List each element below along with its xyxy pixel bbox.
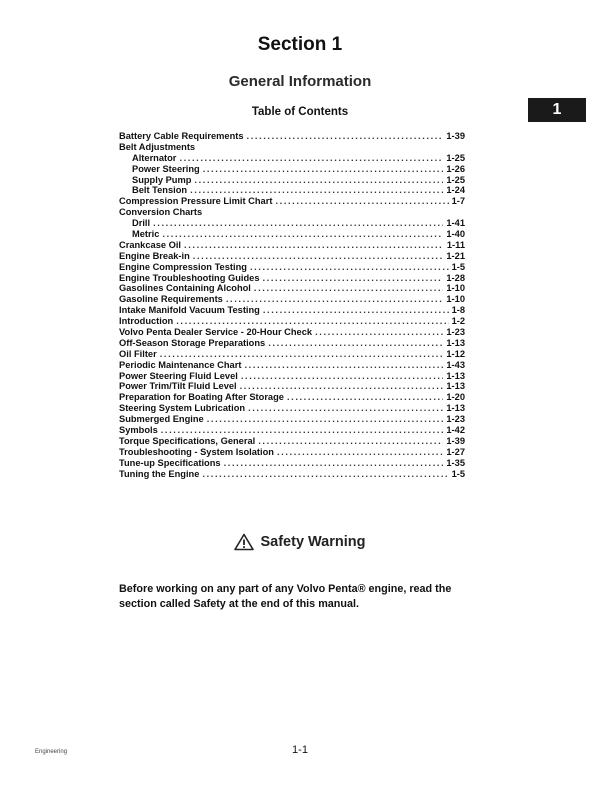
section-title: Section 1 [257,34,343,55]
toc-entry [119,131,465,142]
toc-entry [119,229,465,240]
toc-entry-page: 1-11 [446,239,465,250]
toc-entry-page: 1-25 [446,152,465,163]
toc-entry [119,403,465,414]
toc-entry [119,175,465,186]
toc-entry [119,436,465,447]
toc-entry-page: 1-12 [446,348,465,359]
toc-entry [119,294,465,305]
toc-leader-dots [179,153,443,164]
toc-entry [119,185,465,196]
toc-entry-label: Belt Adjustments [119,141,196,152]
page-number: 1-1 [292,744,308,756]
toc-entry [119,240,465,251]
toc-entry-page: 1-40 [446,229,465,240]
toc-entry-page: 1-10 [446,294,465,305]
toc-entry-page: 1-13 [446,381,465,392]
toc-entry [119,283,465,294]
toc-entry-label: Alternator [132,152,177,163]
toc-entry [119,381,465,392]
safety-warning-text: Before working on any part of any Volvo Penta® engine, read the section called Safety at the end of this manual. [119,583,452,610]
toc-entry-page: 1-28 [446,272,465,283]
toc-entry-label: Introduction [119,316,174,327]
toc-entry-page: 1-13 [446,370,465,381]
toc-entry-page: 1-10 [446,283,465,294]
toc-leader-dots [240,381,444,392]
toc-entry-label: Gasoline Requirements [119,294,223,305]
toc-leader-dots [160,349,444,360]
safety-warning-title: Safety Warning [260,534,366,550]
footer-label: Engineering [35,749,68,755]
toc-leader-dots [207,414,444,425]
toc-entry-label: Engine Compression Testing [119,261,247,272]
toc-entry-label: Metric [132,229,160,240]
toc-leader-dots [277,447,443,458]
toc-entry-label: Conversion Charts [119,207,203,218]
toc-leader-dots [258,436,443,447]
toc-leader-dots [176,316,448,327]
toc-entry-label: Symbols [119,425,158,436]
toc-leader-dots [263,273,444,284]
toc-entry-page: 1-23 [446,327,465,338]
toc-entry-page: 1-26 [446,163,465,174]
table-of-contents [119,131,465,480]
page-subtitle: General Information [228,73,372,90]
toc-entry-page: 1-7 [451,196,465,207]
toc-leader-dots [250,262,449,273]
toc-entry-label: Power Steering Fluid Level [119,370,238,381]
toc-entry [119,196,465,207]
toc-entry-label: Submerged Engine [119,414,204,425]
toc-entry-label: Engine Troubleshooting Guides [119,272,260,283]
toc-entry [119,273,465,284]
toc-leader-dots [162,229,443,240]
toc-entry-label: Battery Cable Requirements [119,131,244,141]
toc-entry [119,414,465,425]
toc-entry-page: 1-43 [446,359,465,370]
toc-entry [119,142,465,153]
toc-entry-label: Steering System Lubrication [119,403,246,414]
toc-entry [119,153,465,164]
toc-leader-dots [190,185,443,196]
section-tab [528,98,586,122]
toc-entry-page: 1-2 [451,316,465,327]
toc-entry-label: Intake Manifold Vacuum Testing [119,305,260,316]
warning-triangle-icon [234,533,254,551]
toc-entry [119,207,465,218]
toc-entry [119,360,465,371]
toc-entry-page: 1-39 [446,131,465,141]
toc-entry [119,469,465,480]
toc-leader-dots [241,371,444,382]
toc-entry-label: Power Trim/Tilt Fluid Level [119,381,237,392]
toc-entry [119,425,465,436]
toc-entry-page: 1-20 [446,392,465,403]
toc-leader-dots [268,338,443,349]
toc-entry [119,327,465,338]
toc-entry [119,349,465,360]
toc-leader-dots [248,403,443,414]
toc-entry-label: Troubleshooting - System Isolation [119,446,274,457]
toc-entry [119,447,465,458]
toc-leader-dots [203,164,444,175]
toc-leader-dots [244,360,443,371]
toc-entry-page: 1-27 [446,446,465,457]
section-tab-label: 1 [552,101,562,118]
toc-entry [119,392,465,403]
toc-leader-dots [193,251,444,262]
toc-leader-dots [315,327,443,338]
toc-entry [119,164,465,175]
toc-entry-label: Off-Season Storage Preparations [119,337,266,348]
toc-leader-dots [226,294,444,305]
toc-leader-dots [254,283,444,294]
toc-entry-label: Drill [132,218,151,229]
toc-entry-page: 1-23 [446,414,465,425]
toc-entry [119,458,465,469]
toc-entry [119,305,465,316]
toc-entry-label: Volvo Penta Dealer Service - 20-Hour Check [119,327,313,338]
toc-title: Table of Contents [251,106,349,118]
toc-entry-page: 1-25 [446,174,465,185]
toc-leader-dots [202,469,448,480]
toc-entry [119,371,465,382]
toc-entry-page: 1-24 [446,185,465,196]
toc-entry [119,338,465,349]
toc-leader-dots [194,175,443,186]
toc-entry-page: 1-5 [451,468,465,479]
toc-entry-label: Tune-up Specifications [119,457,221,468]
toc-leader-dots [247,131,444,142]
toc-leader-dots [263,305,449,316]
toc-leader-dots [224,458,444,469]
toc-leader-dots [275,196,448,207]
toc-entry-page: 1-8 [451,305,465,316]
toc-entry-label: Supply Pump [132,174,192,185]
toc-entry-label: Torque Specifications, General [119,435,256,446]
toc-entry-label: Oil Filter [119,348,157,359]
toc-entry-page: 1-41 [446,218,465,229]
toc-leader-dots [153,218,443,229]
toc-entry-page: 1-5 [451,261,465,272]
toc-leader-dots [184,240,444,251]
toc-entry-page: 1-42 [446,425,465,436]
toc-entry-label: Power Steering [132,163,200,174]
toc-leader-dots [161,425,444,436]
toc-entry-label: Belt Tension [132,185,188,196]
toc-entry-label: Preparation for Boating After Storage [119,392,284,403]
toc-entry-label: Periodic Maintenance Chart [119,359,242,370]
toc-entry [119,251,465,262]
toc-entry-page: 1-21 [446,250,465,261]
toc-entry [119,262,465,273]
toc-leader-dots [287,392,443,403]
toc-entry-page: 1-13 [446,337,465,348]
toc-entry-page: 1-13 [446,403,465,414]
toc-entry-label: Gasolines Containing Alcohol [119,283,251,294]
toc-entry-label: Engine Break-in [119,250,190,261]
toc-entry-label: Compression Pressure Limit Chart [119,196,273,207]
toc-entry-page: 1-35 [446,457,465,468]
toc-entry-page: 1-39 [446,435,465,446]
toc-entry-label: Tuning the Engine [119,468,200,479]
safety-warning-heading [0,533,600,551]
toc-entry-label: Crankcase Oil [119,239,182,250]
toc-entry [119,218,465,229]
toc-entry [119,316,465,327]
